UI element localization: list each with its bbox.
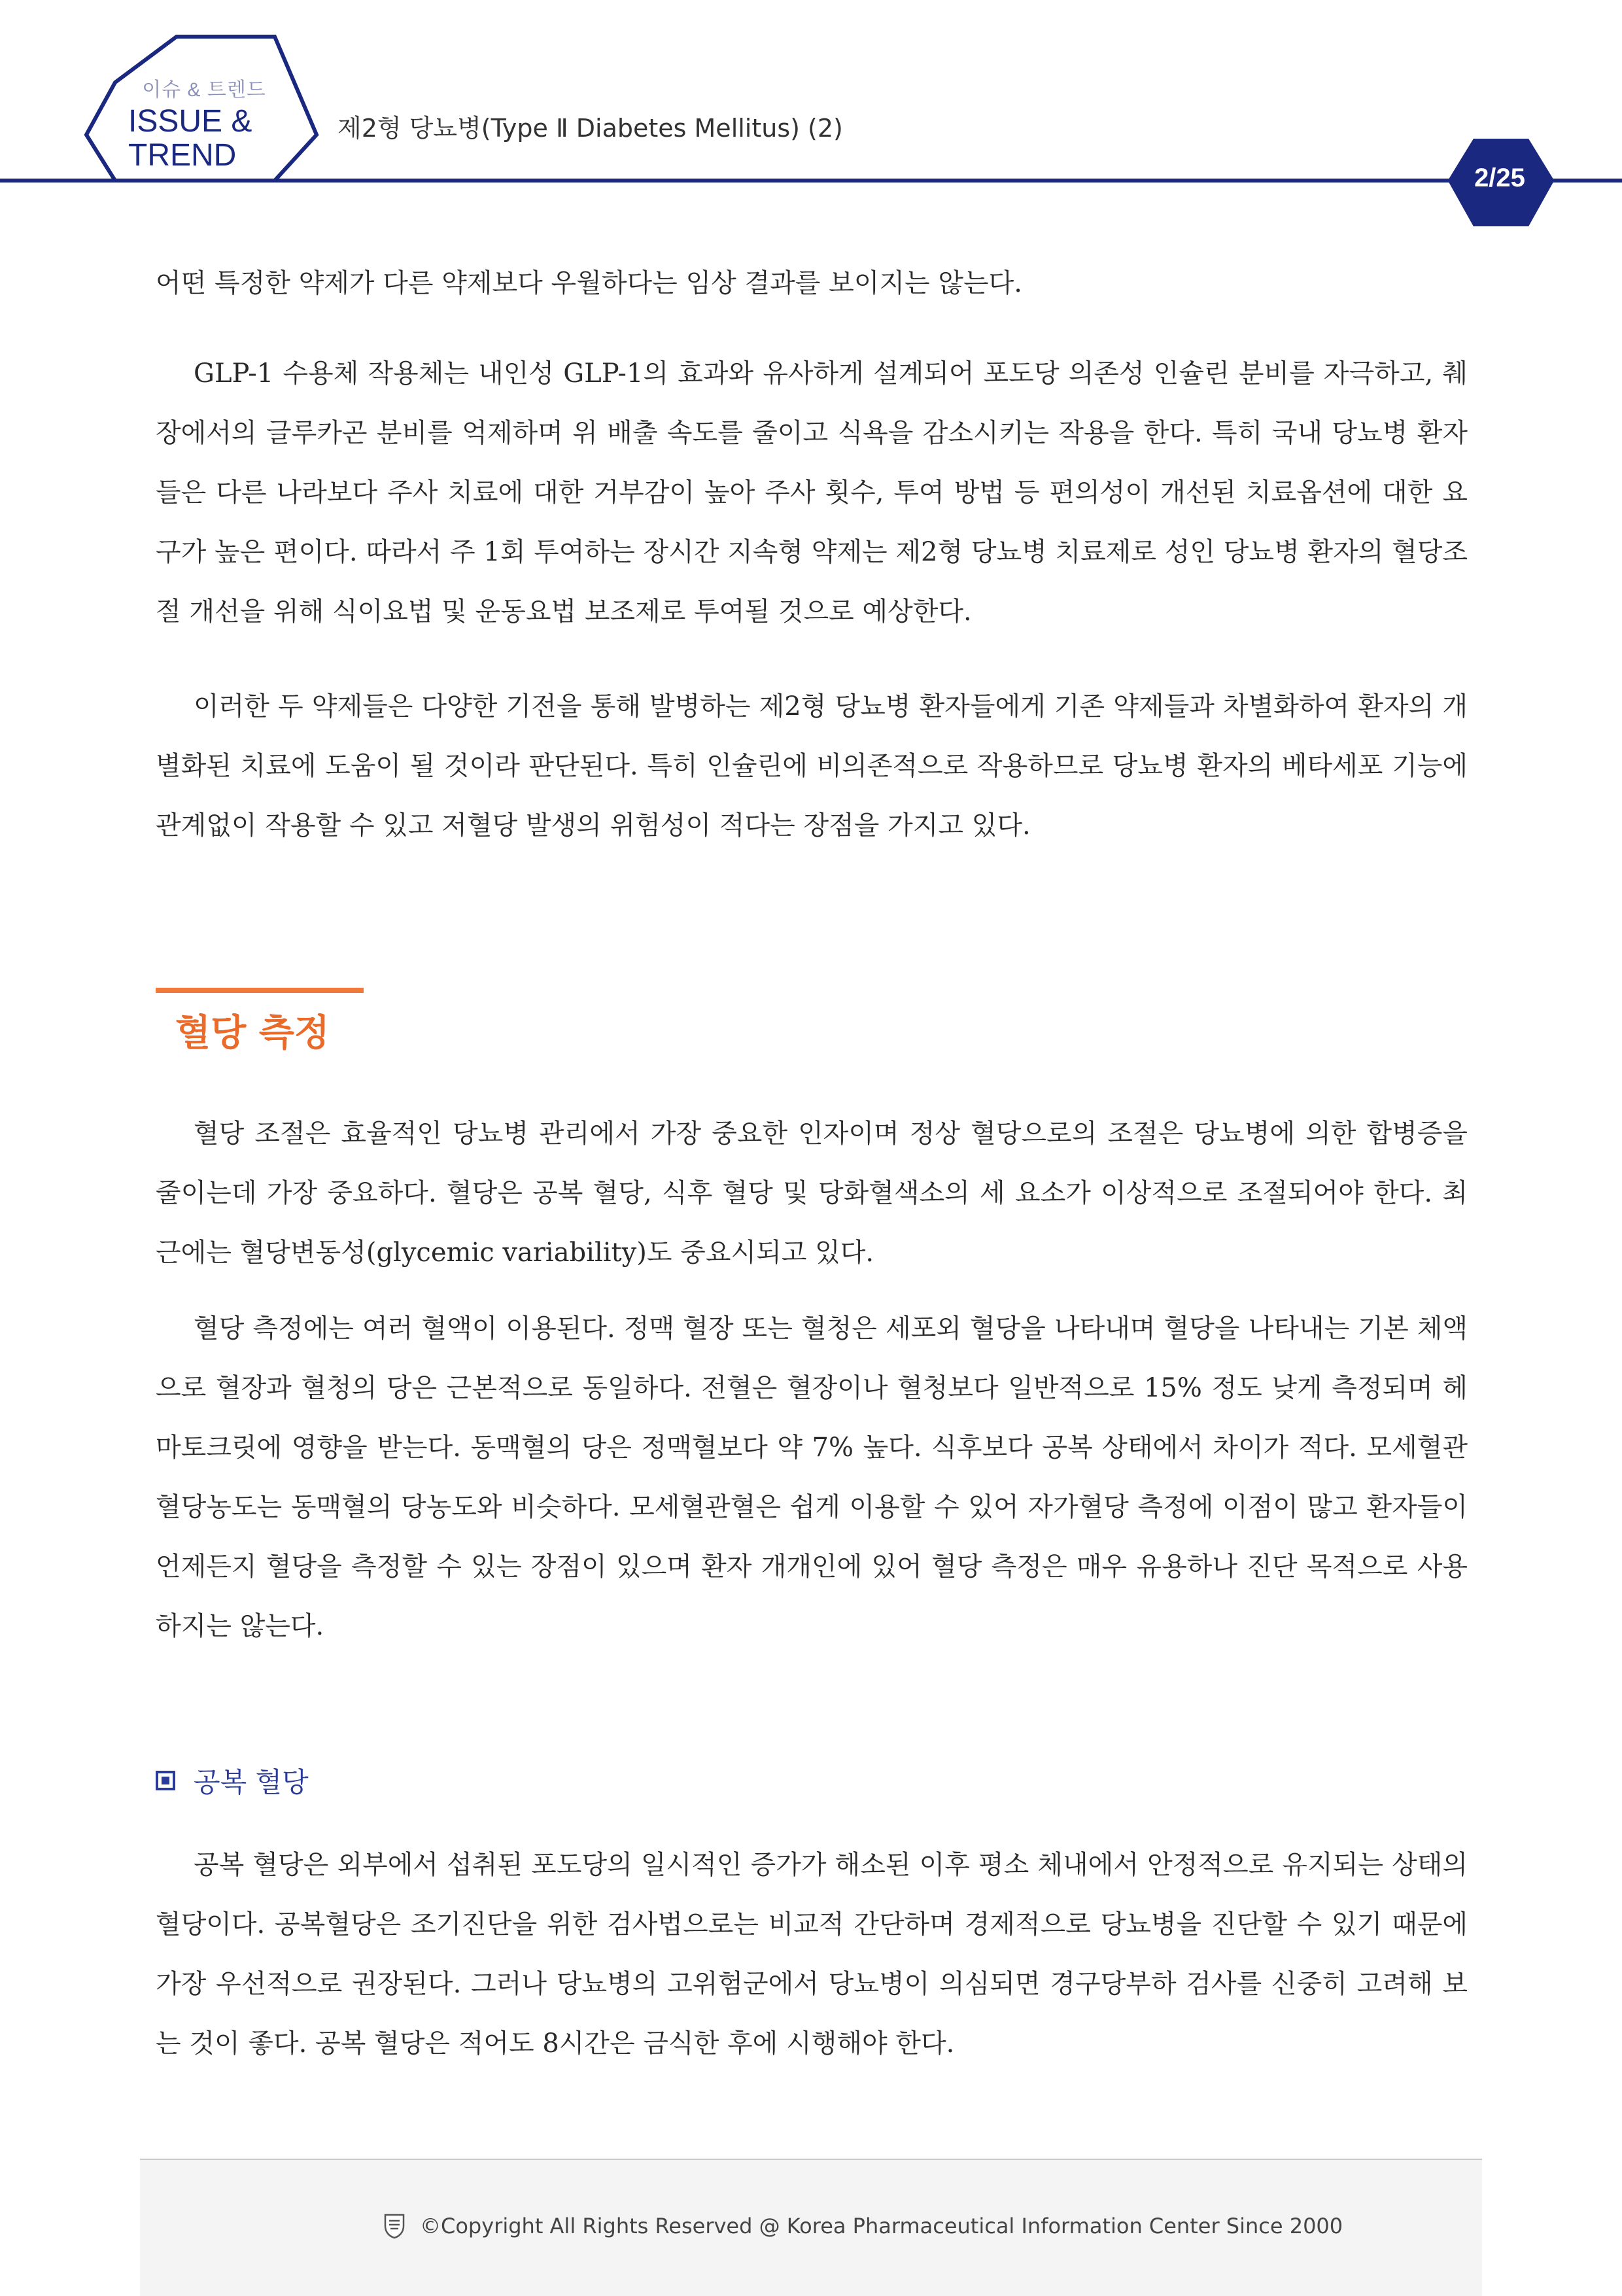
badge-line-1: ISSUE & xyxy=(128,104,252,139)
section-accent-bar xyxy=(156,988,364,993)
paragraph-continuation: 어떤 특정한 약제가 다른 약제보다 우월하다는 임상 결과를 보이지는 않는다. xyxy=(156,268,1022,298)
paragraph-glucose-measurement: 혈당 측정에는 여러 혈액이 이용된다. 정맥 혈장 또는 혈청은 세포외 혈당을 나타내며 혈당을 나타내는 기본 체액으로 혈장과 혈청의 당은 근본적으로 동일하다. 전혈은 혈장이나 혈청보다 일반적으로 15% 정도 낮게 측정되며 헤마토크릿에 영향을 받는다. 동맥혈의 당은 정맥혈보다 약 7% 높다. 식후보다 공복 상태에서 차이가 적다. 모세혈관 혈당농도는 동맥혈의 당농도와 비슷하다. 모세혈관혈은 쉽게 이용할 수 있어 자가혈당 측정에 이점이 많고 환자들이 언제든지 혈당을 측정할 수 있는 장점이 있으며 환자 개개인에 있어 혈당 측정은 매우 유용하나 진단 목적으로 사용하지는 않는다. xyxy=(156,1313,1468,1641)
paragraph-glucose-control: 혈당 조절은 효율적인 당뇨병 관리에서 가장 중요한 인자이며 정상 혈당으로의 조절은 당뇨병에 의한 합병증을 줄이는데 가장 중요하다. 혈당은 공복 혈당, 식후 혈당 및 당화혈색소의 세 요소가 이상적으로 조절되어야 한다. 최근에는 혈당변동성(glycemic variability)도 중요시되고 있다. xyxy=(156,1119,1468,1268)
document-title: 제2형 당뇨병(Type Ⅱ Diabetes Mellitus) (2) xyxy=(337,114,843,143)
footer-copyright xyxy=(383,2213,1343,2239)
badge-line-2: TREND xyxy=(128,138,237,173)
shield-logo-icon xyxy=(383,2213,406,2239)
square-bullet-icon xyxy=(156,1771,175,1790)
badge-title xyxy=(128,105,285,173)
section-title: 혈당 측정 xyxy=(175,1012,330,1054)
paragraph-glp1: GLP-1 수용체 작용체는 내인성 GLP-1의 효과와 유사하게 설계되어 포도당 의존성 인슐린 분비를 자극하고, 췌장에서의 글루카곤 분비를 억제하며 위 배출 속도를 줄이고 식욕을 감소시키는 작용을 한다. 특히 국내 당뇨병 환자들은 다른 나라보다 주사 치료에 대한 거부감이 높아 주사 횟수, 투여 방법 등 편의성이 개선된 치료옵션에 대한 요구가 높은 편이다. 따라서 주 1회 투여하는 장시간 지속형 약제는 제2형 당뇨병 치료제로 성인 당뇨병 환자의 혈당조절 개선을 위해 식이요법 및 운동요법 보조제로 투여될 것으로 예상한다. xyxy=(156,358,1468,627)
subsection-heading xyxy=(156,1761,309,1800)
paragraph-two-drugs: 이러한 두 약제들은 다양한 기전을 통해 발병하는 제2형 당뇨병 환자들에게 기존 약제들과 차별화하여 환자의 개별화된 치료에 도움이 될 것이라 판단된다. 특히 인슐린에 비의존적으로 작용하므로 당뇨병 환자의 베타세포 기능에 관계없이 작용할 수 있고 저혈당 발생의 위험성이 적다는 장점을 가지고 있다. xyxy=(156,691,1468,841)
subsection-title: 공복 혈당 xyxy=(194,1766,309,1798)
badge-korean-label: 이슈 & 트렌드 xyxy=(142,79,266,101)
copyright-text: ©Copyright All Rights Reserved @ Korea Pharmaceutical Information Center Since 2000 xyxy=(420,2214,1343,2238)
page-number: 2/25 xyxy=(1474,164,1525,192)
paragraph-fasting-glucose: 공복 혈당은 외부에서 섭취된 포도당의 일시적인 증가가 해소된 이후 평소 체내에서 안정적으로 유지되는 상태의 혈당이다. 공복혈당은 조기진단을 위한 검사법으로는 비교적 간단하며 경제적으로 당뇨병을 진단할 수 있기 때문에 가장 우선적으로 권장된다. 그러나 당뇨병의 고위험군에서 당뇨병이 의심되면 경구당부하 검사를 신중히 고려해 보는 것이 좋다. 공복 혈당은 적어도 8시간은 금식한 후에 시행해야 한다. xyxy=(156,1850,1468,2059)
